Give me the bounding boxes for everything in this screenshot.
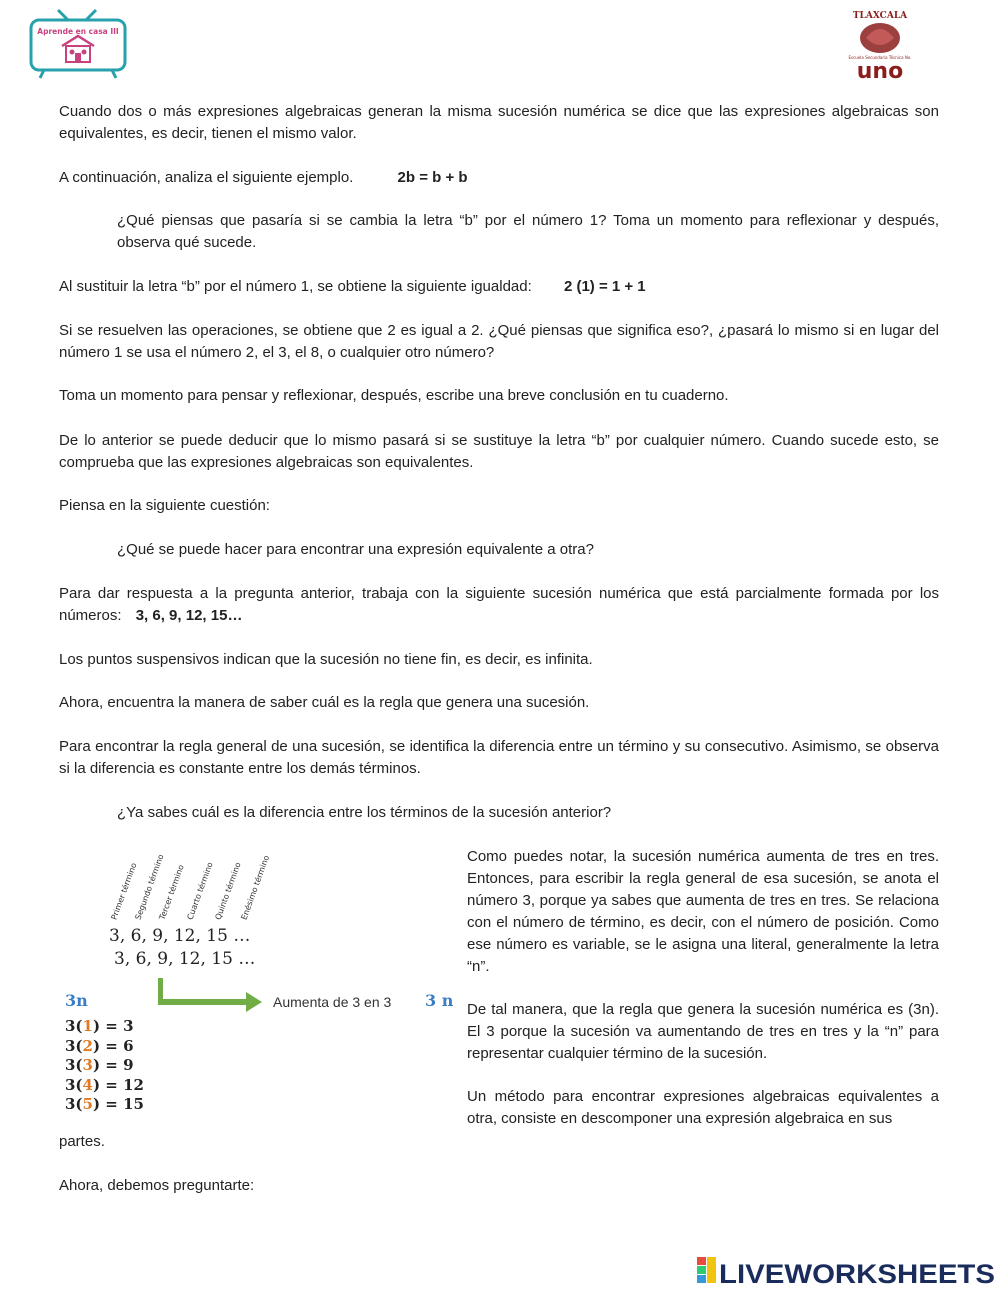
paragraph-sequence <box>59 583 939 627</box>
example-text: A continuación, analiza el siguiente ejemplo. <box>59 169 354 186</box>
logo-number: uno <box>856 59 904 80</box>
paragraph-question-difference: ¿Ya sabes cuál es la diferencia entre los términos de la sucesión anterior? <box>117 804 612 821</box>
column-text-1: Como puedes notar, la sucesión numérica aumenta de tres en tres. Entonces, para escribir la regla general de esa sucesión, se anota el número 3, porque ya sabes que aumenta de tres en tres. Se relaciona con el número de término, es decir, con el número de posición. Como ese número es variable, se le asigna una literal, generalmente la letra “n”. <box>467 848 939 975</box>
paragraph-reflect: Toma un momento para pensar y reflexionar, después, escribe una breve conclusión en tu cuaderno. <box>59 387 729 404</box>
paragraph-equivalent-expressions: Cuando dos o más expresiones algebraicas generan la misma sucesión numérica se dice que las expresiones algebraicas son equivalentes, es decir, tienen el mismo valor. <box>59 103 939 142</box>
term-label: Enésimo término <box>239 854 272 921</box>
column-text-3: Un método para encontrar expresiones algebraicas equivalentes a otra, consiste en descomponer una expresión algebraica en sus <box>467 1088 939 1127</box>
term-label: Segundo término <box>133 853 166 921</box>
aprende-en-casa-logo <box>28 8 130 80</box>
arrow-label: Aumenta de 3 en 3 <box>273 994 392 1010</box>
paragraph-ask: Ahora, debemos preguntarte: <box>59 1177 255 1194</box>
paragraph-resolve: Si se resuelven las operaciones, se obtiene que 2 es igual a 2. ¿Qué piensas que significa eso?, ¿pasará lo mismo si en lugar del número 1 se usa el número 2, el 3, el 8, o cualquier otro número? <box>59 322 939 361</box>
paragraph-deduce: De lo anterior se puede deducir que lo mismo pasará si se sustituye la letra “b” por cualquier número. Cuando sucede esto, se comprueba que las expresiones algebraicas son equivalentes. <box>59 432 939 471</box>
paragraph-example <box>59 167 939 189</box>
paragraph-substitution <box>59 276 939 298</box>
logo-state: TLAXCALA <box>852 11 908 21</box>
rule-row: 3(3) = 9 <box>65 1056 134 1074</box>
paragraph-find-rule: Ahora, encuentra la manera de saber cuál es la regla que genera una sucesión. <box>59 694 590 711</box>
rule-row: 3(1) = 3 <box>65 1017 134 1035</box>
sequence-line-2: 3, 6, 9, 12, 15 … <box>114 949 256 969</box>
logo-tagline: Escuela Secundaria Técnica No. <box>848 55 912 60</box>
substitution-expression: 2 (1) = 1 + 1 <box>563 278 646 295</box>
sequence-text: Para dar respuesta a la pregunta anterior, trabaja con la siguiente sucesión numérica que está parcialmente formada por los números: <box>59 585 939 624</box>
paragraph-think: Piensa en la siguiente cuestión: <box>59 497 270 514</box>
rule-label: 3n <box>65 991 88 1010</box>
rule-right: 3 n <box>425 991 454 1010</box>
paragraph-general-rule: Para encontrar la regla general de una sucesión, se identifica la diferencia entre un término y su consecutivo. Asimismo, se observa si la diferencia es constante entre los demás términos. <box>59 738 939 777</box>
paragraph-question-equivalent: ¿Qué se puede hacer para encontrar una expresión equivalente a otra? <box>117 541 594 558</box>
column-text-2: De tal manera, que la regla que genera la sucesión numérica es (3n). El 3 porque la sucesión va aumentando de tres en tres y la “n” para representar cualquier término de la sucesión. <box>467 1001 939 1062</box>
logo-text: Aprende en casa III <box>37 27 119 36</box>
term-label: Quinto término <box>213 861 243 921</box>
sequence-numbers: 3, 6, 9, 12, 15… <box>135 607 243 624</box>
increase-arrow <box>158 978 268 1014</box>
rule-row: 3(4) = 12 <box>65 1076 144 1094</box>
term-label: Tercer término <box>157 863 186 921</box>
term-label: Primer término <box>109 861 139 921</box>
term-label: Cuarto término <box>185 860 215 921</box>
liveworksheets-logo <box>697 1255 997 1287</box>
brand-text: LIVEWORKSHEETS <box>719 1259 995 1287</box>
rule-row: 3(2) = 6 <box>65 1037 134 1055</box>
paragraph-question-b: ¿Qué piensas que pasaría si se cambia la letra “b” por el número 1? Toma un momento para reflexionar y después, observa qué sucede. <box>117 212 939 251</box>
sequence-line-1: 3, 6, 9, 12, 15 … <box>109 926 251 946</box>
paragraph-parts: partes. <box>59 1133 105 1150</box>
paragraph-ellipsis: Los puntos suspensivos indican que la sucesión no tiene fin, es decir, es infinita. <box>59 651 593 668</box>
example-expression: 2b = b + b <box>397 169 468 186</box>
rule-row: 3(5) = 15 <box>65 1095 144 1113</box>
substitution-text: Al sustituir la letra “b” por el número 1, se obtiene la siguiente igualdad: <box>59 278 532 295</box>
tlaxcala-uno-logo <box>838 8 922 80</box>
